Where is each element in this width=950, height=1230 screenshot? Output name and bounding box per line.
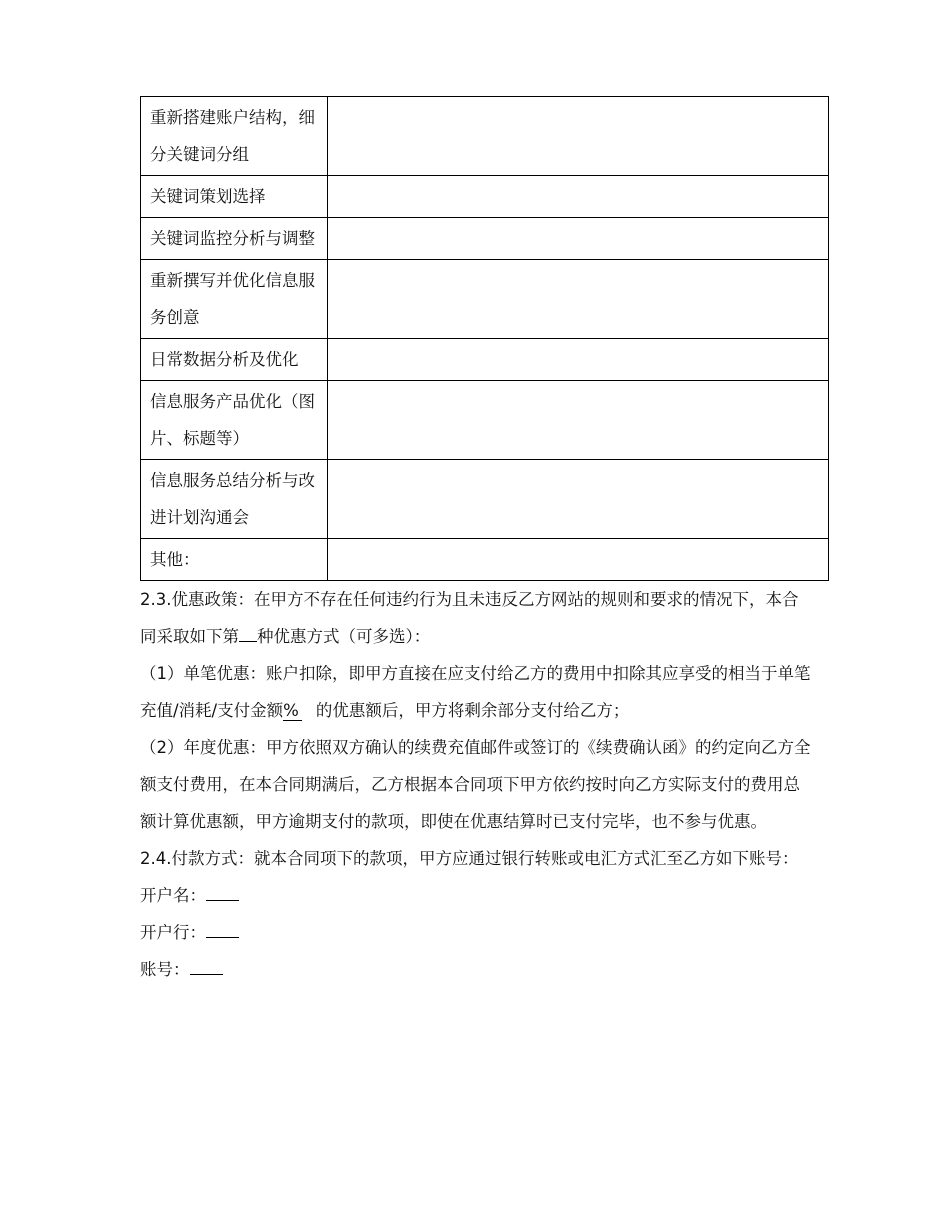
- discount-policy-text-end: 种优惠方式（可多选）：: [257, 627, 431, 646]
- bank-line: [140, 914, 812, 951]
- account-name-line: [140, 877, 812, 914]
- discount-policy-paragraph: [140, 581, 812, 655]
- service-item-cell: 重新撰写并优化信息服务创意: [141, 260, 328, 339]
- table-row: [141, 218, 829, 260]
- single-discount-text-end: 的优惠额后，甲方将剩余部分支付给乙方；: [315, 701, 630, 720]
- account-number-line: [140, 951, 812, 988]
- payment-method-paragraph: 2.4.付款方式：就本合同项下的款项，甲方应通过银行转账或电汇方式汇至乙方如下账号：: [140, 849, 799, 868]
- table-row: [141, 97, 829, 176]
- service-items-table: [140, 96, 829, 581]
- service-items-body: [141, 97, 829, 581]
- discount-choice-blank[interactable]: [239, 619, 257, 642]
- service-item-cell: 关键词策划选择: [141, 176, 328, 218]
- account-name-blank[interactable]: [206, 878, 239, 901]
- discount-policy-text: 2.3.优惠政策：在甲方不存在任何违约行为且未违反乙方网站的规则和要求的情况下，本合同采取如下第: [140, 590, 799, 646]
- service-value-cell[interactable]: [328, 218, 829, 260]
- table-row: [141, 176, 829, 218]
- account-number-label: 账号：: [140, 960, 190, 979]
- annual-discount-paragraph: （2）年度优惠：甲方依照双方确认的续费充值邮件或签订的《续费确认函》的约定向乙方全额支付费用，在本合同期满后，乙方根据本合同项下甲方依约按时向乙方实际支付的费用总额计算优惠额，甲方逾期支付的款项，即使在优惠结算时已支付完毕，也不参与优惠。: [140, 738, 811, 831]
- service-item-cell: 关键词监控分析与调整: [141, 218, 328, 260]
- service-item-cell: 信息服务产品优化（图片、标题等）: [141, 381, 328, 460]
- service-item-cell: 重新搭建账户结构，细分关键词分组: [141, 97, 328, 176]
- service-item-cell: 其他：: [141, 539, 328, 581]
- service-value-cell[interactable]: [328, 176, 829, 218]
- service-value-cell[interactable]: [328, 260, 829, 339]
- single-discount-text: （1）单笔优惠：账户扣除，即甲方直接在应支付给乙方的费用中扣除其应享受的相当于单笔充值/消耗/支付金额: [140, 664, 811, 720]
- service-value-cell[interactable]: [328, 460, 829, 539]
- bank-blank[interactable]: [206, 915, 239, 938]
- bank-label: 开户行：: [140, 923, 206, 942]
- table-row: [141, 381, 829, 460]
- document-page: [140, 96, 812, 988]
- account-number-blank[interactable]: [190, 952, 223, 975]
- service-value-cell[interactable]: [328, 97, 829, 176]
- account-name-label: 开户名：: [140, 886, 206, 905]
- service-item-cell: 日常数据分析及优化: [141, 339, 328, 381]
- service-value-cell[interactable]: [328, 339, 829, 381]
- table-row: [141, 339, 829, 381]
- service-value-cell[interactable]: [328, 381, 829, 460]
- single-discount-paragraph: [140, 655, 812, 729]
- table-row: [141, 260, 829, 339]
- table-row: [141, 539, 829, 581]
- service-value-cell[interactable]: [328, 539, 829, 581]
- service-item-cell: 信息服务总结分析与改进计划沟通会: [141, 460, 328, 539]
- percent-blank[interactable]: %: [283, 701, 302, 721]
- table-row: [141, 460, 829, 539]
